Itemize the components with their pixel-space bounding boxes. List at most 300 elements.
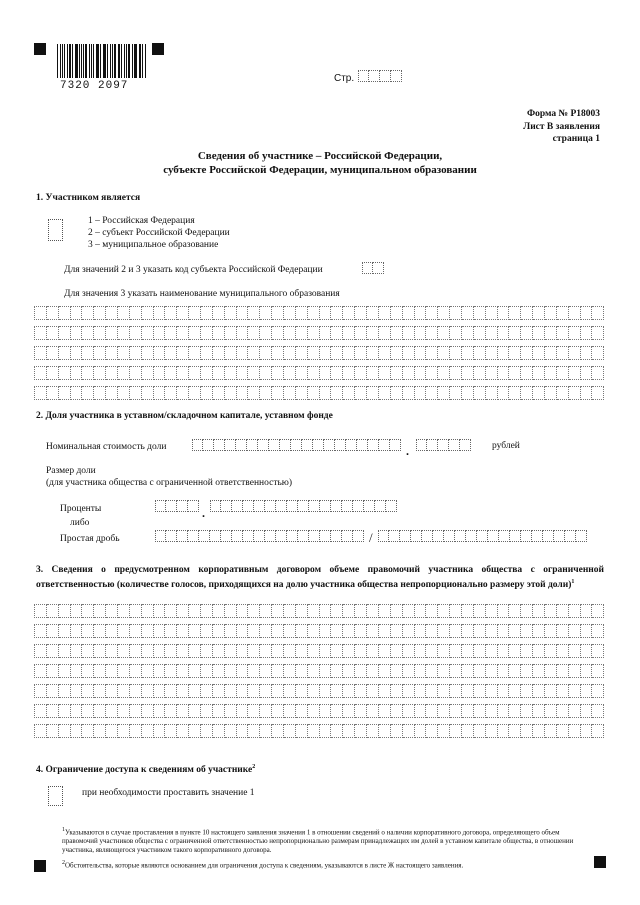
input-cell[interactable] <box>106 684 118 698</box>
input-cell[interactable] <box>320 500 331 512</box>
input-cell[interactable] <box>391 724 403 738</box>
input-cell[interactable] <box>391 644 403 658</box>
input-cell[interactable] <box>142 386 154 400</box>
input-cell[interactable] <box>118 704 130 718</box>
input-cell[interactable] <box>309 500 320 512</box>
input-cell[interactable] <box>247 439 258 451</box>
input-cell[interactable] <box>177 366 189 380</box>
input-cell[interactable] <box>201 664 213 678</box>
input-cell[interactable] <box>581 644 593 658</box>
input-cell[interactable] <box>450 704 462 718</box>
input-cell[interactable] <box>165 386 177 400</box>
input-cell[interactable] <box>177 500 188 512</box>
input-cell[interactable] <box>498 664 510 678</box>
input-cell[interactable] <box>357 439 368 451</box>
rights-volume-row-3[interactable] <box>34 644 604 658</box>
input-cell[interactable] <box>34 326 47 340</box>
input-cell[interactable] <box>545 604 557 618</box>
input-cell[interactable] <box>142 346 154 360</box>
input-cell[interactable] <box>106 624 118 638</box>
input-cell[interactable] <box>533 366 545 380</box>
input-cell[interactable] <box>533 684 545 698</box>
input-cell[interactable] <box>313 439 324 451</box>
input-cell[interactable] <box>225 704 237 718</box>
input-cell[interactable] <box>438 439 449 451</box>
input-cell[interactable] <box>154 644 166 658</box>
input-cell[interactable] <box>177 704 189 718</box>
input-cell[interactable] <box>94 684 106 698</box>
input-cell[interactable] <box>343 346 355 360</box>
input-cell[interactable] <box>59 664 71 678</box>
input-cell[interactable] <box>581 366 593 380</box>
input-cell[interactable] <box>291 439 302 451</box>
input-cell[interactable] <box>284 664 296 678</box>
municipal-name-row-1[interactable] <box>34 306 604 320</box>
input-cell[interactable] <box>581 346 593 360</box>
input-cell[interactable] <box>450 604 462 618</box>
input-cell[interactable] <box>47 724 59 738</box>
input-cell[interactable] <box>331 500 342 512</box>
input-cell[interactable] <box>237 306 249 320</box>
input-cell[interactable] <box>486 326 498 340</box>
input-cell[interactable] <box>272 386 284 400</box>
input-cell[interactable] <box>415 346 427 360</box>
input-cell[interactable] <box>581 624 593 638</box>
input-cell[interactable] <box>450 366 462 380</box>
input-cell[interactable] <box>118 604 130 618</box>
input-cell[interactable] <box>177 684 189 698</box>
input-cell[interactable] <box>569 386 581 400</box>
input-cell[interactable] <box>130 704 142 718</box>
input-cell[interactable] <box>450 624 462 638</box>
input-cell[interactable] <box>154 326 166 340</box>
input-cell[interactable] <box>232 500 243 512</box>
input-cell[interactable] <box>260 664 272 678</box>
input-cell[interactable] <box>545 624 557 638</box>
input-cell[interactable] <box>94 326 106 340</box>
input-cell[interactable] <box>379 346 391 360</box>
input-cell[interactable] <box>509 306 521 320</box>
rights-volume-row-2[interactable] <box>34 624 604 638</box>
input-cell[interactable] <box>237 644 249 658</box>
input-cell[interactable] <box>221 500 232 512</box>
input-cell[interactable] <box>576 530 587 542</box>
input-cell[interactable] <box>355 306 367 320</box>
input-cell[interactable] <box>260 684 272 698</box>
input-cell[interactable] <box>426 724 438 738</box>
input-cell[interactable] <box>47 684 59 698</box>
input-cell[interactable] <box>166 530 177 542</box>
input-cell[interactable] <box>106 366 118 380</box>
input-cell[interactable] <box>462 386 474 400</box>
input-cell[interactable] <box>177 306 189 320</box>
input-cell[interactable] <box>331 346 343 360</box>
input-cell[interactable] <box>521 664 533 678</box>
input-cell[interactable] <box>450 386 462 400</box>
input-cell[interactable] <box>308 644 320 658</box>
input-cell[interactable] <box>308 604 320 618</box>
input-cell[interactable] <box>474 724 486 738</box>
input-cell[interactable] <box>302 439 313 451</box>
input-cell[interactable] <box>533 306 545 320</box>
input-cell[interactable] <box>521 684 533 698</box>
input-cell[interactable] <box>415 624 427 638</box>
input-cell[interactable] <box>201 724 213 738</box>
input-cell[interactable] <box>379 684 391 698</box>
input-cell[interactable] <box>308 704 320 718</box>
input-cell[interactable] <box>509 684 521 698</box>
input-cell[interactable] <box>154 664 166 678</box>
input-cell[interactable] <box>379 724 391 738</box>
input-cell[interactable] <box>82 724 94 738</box>
input-cell[interactable] <box>343 624 355 638</box>
input-cell[interactable] <box>177 326 189 340</box>
input-cell[interactable] <box>521 346 533 360</box>
input-cell[interactable] <box>391 604 403 618</box>
input-cell[interactable] <box>426 386 438 400</box>
input-cell[interactable] <box>403 604 415 618</box>
input-cell[interactable] <box>353 530 364 542</box>
input-cell[interactable] <box>142 644 154 658</box>
input-cell[interactable] <box>265 530 276 542</box>
input-cell[interactable] <box>545 644 557 658</box>
input-cell[interactable] <box>34 306 47 320</box>
input-cell[interactable] <box>521 386 533 400</box>
input-cell[interactable] <box>450 346 462 360</box>
input-cell[interactable] <box>343 644 355 658</box>
input-cell[interactable] <box>498 346 510 360</box>
input-cell[interactable] <box>581 704 593 718</box>
input-cell[interactable] <box>225 439 236 451</box>
input-cell[interactable] <box>189 724 201 738</box>
input-cell[interactable] <box>258 439 269 451</box>
input-cell[interactable] <box>450 664 462 678</box>
input-cell[interactable] <box>225 644 237 658</box>
participant-type-checkbox[interactable] <box>48 219 63 241</box>
input-cell[interactable] <box>59 704 71 718</box>
input-cell[interactable] <box>438 386 450 400</box>
input-cell[interactable] <box>545 386 557 400</box>
input-cell[interactable] <box>248 724 260 738</box>
input-cell[interactable] <box>509 366 521 380</box>
input-cell[interactable] <box>284 604 296 618</box>
input-cell[interactable] <box>474 684 486 698</box>
input-cell[interactable] <box>486 306 498 320</box>
input-cell[interactable] <box>34 346 47 360</box>
input-cell[interactable] <box>189 326 201 340</box>
input-cell[interactable] <box>284 644 296 658</box>
input-cell[interactable] <box>477 530 488 542</box>
input-cell[interactable] <box>438 326 450 340</box>
input-cell[interactable] <box>569 326 581 340</box>
input-cell[interactable] <box>82 664 94 678</box>
input-cell[interactable] <box>569 724 581 738</box>
input-cell[interactable] <box>521 326 533 340</box>
input-cell[interactable] <box>284 724 296 738</box>
input-cell[interactable] <box>296 326 308 340</box>
input-cell[interactable] <box>462 346 474 360</box>
input-cell[interactable] <box>213 624 225 638</box>
input-cell[interactable] <box>189 346 201 360</box>
municipal-name-row-3[interactable] <box>34 346 604 360</box>
input-cell[interactable] <box>521 704 533 718</box>
input-cell[interactable] <box>355 724 367 738</box>
input-cell[interactable] <box>375 500 386 512</box>
input-cell[interactable] <box>308 664 320 678</box>
input-cell[interactable] <box>474 664 486 678</box>
input-cell[interactable] <box>569 624 581 638</box>
input-cell[interactable] <box>130 346 142 360</box>
input-cell[interactable] <box>367 704 379 718</box>
input-cell[interactable] <box>248 604 260 618</box>
input-cell[interactable] <box>272 346 284 360</box>
input-cell[interactable] <box>118 386 130 400</box>
input-cell[interactable] <box>165 724 177 738</box>
input-cell[interactable] <box>581 306 593 320</box>
input-cell[interactable] <box>47 664 59 678</box>
input-cell[interactable] <box>71 704 83 718</box>
input-cell[interactable] <box>592 624 604 638</box>
input-cell[interactable] <box>391 326 403 340</box>
input-cell[interactable] <box>82 366 94 380</box>
input-cell[interactable] <box>47 326 59 340</box>
input-cell[interactable] <box>355 326 367 340</box>
input-cell[interactable] <box>331 724 343 738</box>
input-cell[interactable] <box>486 386 498 400</box>
input-cell[interactable] <box>225 724 237 738</box>
input-cell[interactable] <box>343 326 355 340</box>
input-cell[interactable] <box>82 624 94 638</box>
input-cell[interactable] <box>225 684 237 698</box>
input-cell[interactable] <box>142 624 154 638</box>
input-cell[interactable] <box>71 624 83 638</box>
input-cell[interactable] <box>569 704 581 718</box>
input-cell[interactable] <box>343 306 355 320</box>
input-cell[interactable] <box>581 724 593 738</box>
input-cell[interactable] <box>369 70 380 82</box>
input-cell[interactable] <box>165 624 177 638</box>
input-cell[interactable] <box>557 386 569 400</box>
input-cell[interactable] <box>367 684 379 698</box>
input-cell[interactable] <box>106 326 118 340</box>
input-cell[interactable] <box>498 366 510 380</box>
input-cell[interactable] <box>488 530 499 542</box>
input-cell[interactable] <box>177 346 189 360</box>
input-cell[interactable] <box>391 684 403 698</box>
input-cell[interactable] <box>533 346 545 360</box>
input-cell[interactable] <box>71 386 83 400</box>
input-cell[interactable] <box>367 346 379 360</box>
input-cell[interactable] <box>248 366 260 380</box>
input-cell[interactable] <box>592 306 604 320</box>
input-cell[interactable] <box>592 604 604 618</box>
input-cell[interactable] <box>225 664 237 678</box>
input-cell[interactable] <box>243 500 254 512</box>
input-cell[interactable] <box>248 644 260 658</box>
input-cell[interactable] <box>486 664 498 678</box>
input-cell[interactable] <box>47 306 59 320</box>
input-cell[interactable] <box>532 530 543 542</box>
input-cell[interactable] <box>416 439 427 451</box>
input-cell[interactable] <box>403 346 415 360</box>
input-cell[interactable] <box>379 306 391 320</box>
input-cell[interactable] <box>106 704 118 718</box>
input-cell[interactable] <box>94 346 106 360</box>
rights-volume-row-7[interactable] <box>34 724 604 738</box>
input-cell[interactable] <box>47 624 59 638</box>
input-cell[interactable] <box>213 704 225 718</box>
input-cell[interactable] <box>324 439 335 451</box>
input-cell[interactable] <box>265 500 276 512</box>
input-cell[interactable] <box>343 664 355 678</box>
input-cell[interactable] <box>331 704 343 718</box>
input-cell[interactable] <box>391 664 403 678</box>
input-cell[interactable] <box>154 684 166 698</box>
input-cell[interactable] <box>343 724 355 738</box>
input-cell[interactable] <box>379 604 391 618</box>
input-cell[interactable] <box>130 624 142 638</box>
input-cell[interactable] <box>521 644 533 658</box>
input-cell[interactable] <box>71 664 83 678</box>
input-cell[interactable] <box>225 306 237 320</box>
input-cell[interactable] <box>308 306 320 320</box>
input-cell[interactable] <box>106 306 118 320</box>
input-cell[interactable] <box>521 306 533 320</box>
input-cell[interactable] <box>272 644 284 658</box>
input-cell[interactable] <box>142 704 154 718</box>
input-cell[interactable] <box>106 644 118 658</box>
input-cell[interactable] <box>462 624 474 638</box>
input-cell[interactable] <box>426 326 438 340</box>
input-cell[interactable] <box>298 500 309 512</box>
input-cell[interactable] <box>188 530 199 542</box>
input-cell[interactable] <box>106 386 118 400</box>
input-cell[interactable] <box>554 530 565 542</box>
input-cell[interactable] <box>367 664 379 678</box>
rights-volume-row-5[interactable] <box>34 684 604 698</box>
input-cell[interactable] <box>450 644 462 658</box>
input-cell[interactable] <box>237 724 249 738</box>
input-cell[interactable] <box>71 346 83 360</box>
input-cell[interactable] <box>34 624 47 638</box>
input-cell[interactable] <box>260 704 272 718</box>
input-cell[interactable] <box>71 604 83 618</box>
input-cell[interactable] <box>177 386 189 400</box>
input-cell[interactable] <box>486 624 498 638</box>
input-cell[interactable] <box>189 306 201 320</box>
input-cell[interactable] <box>34 704 47 718</box>
input-cell[interactable] <box>391 386 403 400</box>
input-cell[interactable] <box>379 386 391 400</box>
input-cell[interactable] <box>248 624 260 638</box>
input-cell[interactable] <box>438 724 450 738</box>
input-cell[interactable] <box>213 366 225 380</box>
input-cell[interactable] <box>106 604 118 618</box>
input-cell[interactable] <box>367 366 379 380</box>
input-cell[interactable] <box>260 724 272 738</box>
input-cell[interactable] <box>509 644 521 658</box>
input-cell[interactable] <box>557 724 569 738</box>
input-cell[interactable] <box>296 704 308 718</box>
input-cell[interactable] <box>272 724 284 738</box>
input-cell[interactable] <box>509 724 521 738</box>
region-code-field[interactable] <box>362 262 384 274</box>
input-cell[interactable] <box>331 664 343 678</box>
input-cell[interactable] <box>462 326 474 340</box>
input-cell[interactable] <box>308 366 320 380</box>
input-cell[interactable] <box>225 624 237 638</box>
input-cell[interactable] <box>509 604 521 618</box>
input-cell[interactable] <box>391 624 403 638</box>
input-cell[interactable] <box>367 326 379 340</box>
input-cell[interactable] <box>355 704 367 718</box>
nominal-value-rubles-field[interactable] <box>192 439 401 451</box>
input-cell[interactable] <box>557 346 569 360</box>
input-cell[interactable] <box>237 604 249 618</box>
input-cell[interactable] <box>320 530 331 542</box>
input-cell[interactable] <box>335 439 346 451</box>
input-cell[interactable] <box>331 684 343 698</box>
input-cell[interactable] <box>427 439 438 451</box>
input-cell[interactable] <box>272 704 284 718</box>
input-cell[interactable] <box>557 624 569 638</box>
input-cell[interactable] <box>106 664 118 678</box>
input-cell[interactable] <box>498 684 510 698</box>
input-cell[interactable] <box>34 664 47 678</box>
input-cell[interactable] <box>450 306 462 320</box>
input-cell[interactable] <box>390 439 401 451</box>
input-cell[interactable] <box>47 604 59 618</box>
input-cell[interactable] <box>201 346 213 360</box>
input-cell[interactable] <box>557 366 569 380</box>
input-cell[interactable] <box>308 684 320 698</box>
input-cell[interactable] <box>142 604 154 618</box>
input-cell[interactable] <box>118 724 130 738</box>
input-cell[interactable] <box>201 326 213 340</box>
input-cell[interactable] <box>320 664 332 678</box>
input-cell[interactable] <box>201 624 213 638</box>
input-cell[interactable] <box>118 366 130 380</box>
input-cell[interactable] <box>225 604 237 618</box>
input-cell[interactable] <box>284 346 296 360</box>
input-cell[interactable] <box>276 530 287 542</box>
input-cell[interactable] <box>379 644 391 658</box>
input-cell[interactable] <box>474 386 486 400</box>
input-cell[interactable] <box>320 346 332 360</box>
input-cell[interactable] <box>569 604 581 618</box>
input-cell[interactable] <box>154 366 166 380</box>
rights-volume-row-6[interactable] <box>34 704 604 718</box>
input-cell[interactable] <box>474 604 486 618</box>
input-cell[interactable] <box>82 604 94 618</box>
input-cell[interactable] <box>203 439 214 451</box>
input-cell[interactable] <box>521 604 533 618</box>
input-cell[interactable] <box>438 624 450 638</box>
input-cell[interactable] <box>272 664 284 678</box>
input-cell[interactable] <box>165 346 177 360</box>
input-cell[interactable] <box>189 366 201 380</box>
input-cell[interactable] <box>298 530 309 542</box>
input-cell[interactable] <box>82 684 94 698</box>
input-cell[interactable] <box>177 530 188 542</box>
input-cell[interactable] <box>118 644 130 658</box>
input-cell[interactable] <box>296 724 308 738</box>
input-cell[interactable] <box>581 386 593 400</box>
input-cell[interactable] <box>415 604 427 618</box>
input-cell[interactable] <box>166 500 177 512</box>
input-cell[interactable] <box>331 366 343 380</box>
input-cell[interactable] <box>415 306 427 320</box>
